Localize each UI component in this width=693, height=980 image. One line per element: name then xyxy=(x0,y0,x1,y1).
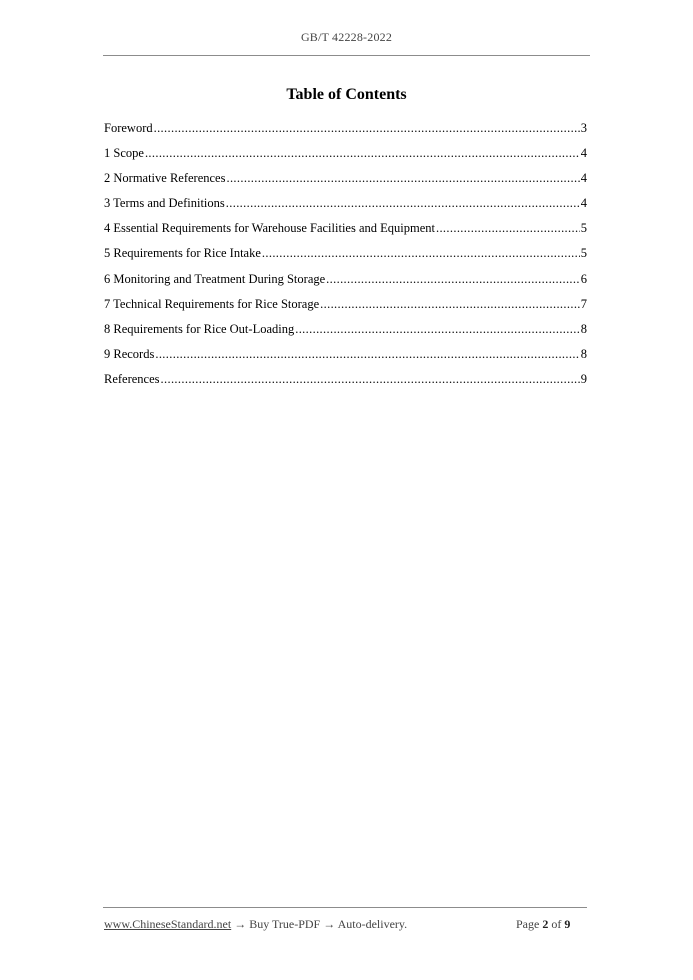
buy-true-pdf-text: Buy True-PDF xyxy=(249,917,321,931)
toc-dot-leader xyxy=(436,221,580,236)
footer-promo xyxy=(104,917,407,932)
toc-entry-page: 5 xyxy=(580,221,587,236)
total-page-number: 9 xyxy=(564,917,571,931)
toc-entry-label: 3 Terms and Definitions xyxy=(104,196,225,211)
toc-dot-leader xyxy=(226,196,580,211)
toc-entry-label: 8 Requirements for Rice Out-Loading xyxy=(104,321,295,336)
toc-entry-warehouse-requirements[interactable] xyxy=(104,221,587,246)
toc-entry-label: 1 Scope xyxy=(104,146,144,161)
toc-entry-label: Foreword xyxy=(104,121,153,135)
arrow-right-icon: → xyxy=(323,917,336,931)
arrow-right-icon: → xyxy=(234,917,247,931)
toc-dot-leader xyxy=(320,297,580,312)
toc-entry-label: 7 Technical Requirements for Rice Storage xyxy=(104,296,320,311)
toc-dot-leader xyxy=(161,372,580,387)
toc-dot-leader xyxy=(262,246,580,261)
toc-entry-label: 2 Normative References xyxy=(104,171,226,186)
toc-entry-page: 7 xyxy=(580,296,587,311)
toc-title: Table of Contents xyxy=(286,86,407,103)
toc-entry-rice-out-loading[interactable] xyxy=(104,322,587,347)
toc-entry-label: 9 Records xyxy=(104,346,155,361)
toc-entry-page: 3 xyxy=(580,121,587,135)
toc-entry-page: 9 xyxy=(580,371,587,386)
toc-dot-leader xyxy=(326,272,580,287)
toc-entry-label: 5 Requirements for Rice Intake xyxy=(104,246,261,261)
toc-entry-references[interactable] xyxy=(104,372,587,397)
toc-entry-normative-references[interactable] xyxy=(104,171,587,196)
toc-entry-records[interactable] xyxy=(104,347,587,372)
page-indicator xyxy=(516,917,570,932)
toc-dot-leader xyxy=(154,121,580,136)
toc-dot-leader xyxy=(295,322,580,337)
document-code-header: GB/T 42228-2022 xyxy=(300,30,393,44)
toc-entry-scope[interactable] xyxy=(104,146,587,171)
toc-entry-label: References xyxy=(104,371,160,386)
auto-delivery-text: Auto-delivery. xyxy=(337,917,408,931)
page-word: Page xyxy=(516,917,540,931)
toc-entry-monitoring-treatment[interactable] xyxy=(104,272,587,297)
current-page-number: 2 xyxy=(542,917,549,931)
toc-entry-page: 8 xyxy=(580,346,587,361)
footer-divider xyxy=(103,907,587,908)
toc-entry-page: 8 xyxy=(580,321,587,336)
toc-entry-foreword[interactable] xyxy=(104,121,587,146)
of-word: of xyxy=(551,917,562,931)
toc-entry-page: 4 xyxy=(580,196,587,211)
toc-entry-rice-intake[interactable] xyxy=(104,246,587,271)
toc-entry-page: 6 xyxy=(580,271,587,286)
toc-list xyxy=(104,121,587,397)
header-divider xyxy=(103,55,590,56)
toc-entry-label: 4 Essential Requirements for Warehouse Facilities and Equipment xyxy=(104,221,435,236)
toc-entry-label: 6 Monitoring and Treatment During Storage xyxy=(104,271,326,286)
toc-dot-leader xyxy=(145,146,580,161)
site-link[interactable]: www.ChineseStandard.net xyxy=(104,917,232,931)
toc-dot-leader xyxy=(226,171,579,186)
toc-entry-page: 4 xyxy=(580,171,587,186)
toc-entry-page: 5 xyxy=(580,246,587,261)
toc-entry-rice-storage[interactable] xyxy=(104,297,587,322)
toc-entry-page: 4 xyxy=(580,146,587,161)
toc-entry-terms-definitions[interactable] xyxy=(104,196,587,221)
toc-dot-leader xyxy=(155,347,579,362)
